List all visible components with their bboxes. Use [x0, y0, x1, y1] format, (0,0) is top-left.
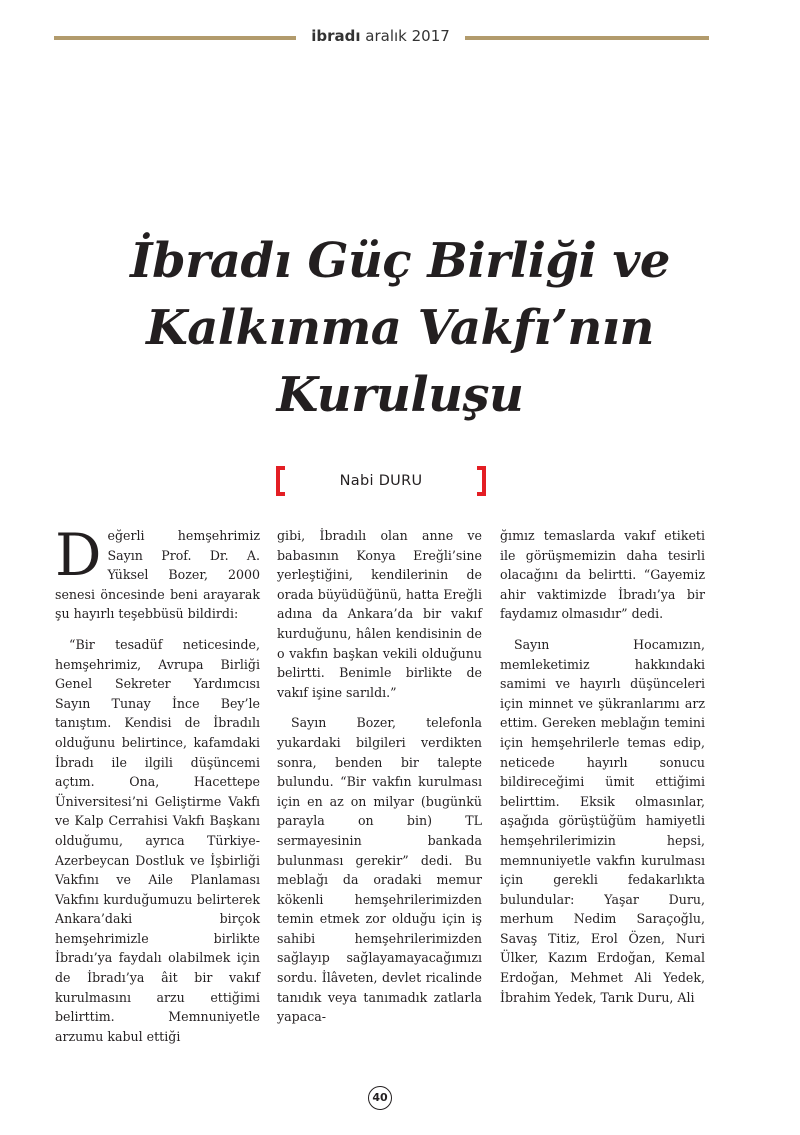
paragraph-text: eğerli hemşehrimiz Sayın Prof. Dr. A. Yüksel Bozer, 2000 senesi öncesinde beni arayarak şu hayırlı teşebbüsü bildirdi: [55, 528, 260, 622]
paragraph [55, 521, 260, 624]
text-column-3 [500, 526, 705, 1018]
bracket-right-icon [477, 466, 486, 496]
text-column-2 [277, 526, 482, 1038]
paragraph: “Bir tesadüf neticesinde, hemşehrimiz, Avrupa Birliği Genel Sekreter Yardımcısı Sayın Tunay İnce Bey’le tanıştım. Kendisi de İbradılı olduğunu belirtince, kafamdaki İbradı ile ilgili düşüncemi açtım. Ona, Hacettepe Üniversitesi’ni Geliştirme Vakfı ve Kalp Cerrahisi Vakfı Başkanı olduğumu, ayrıca Türkiye-Azerbeycan Dostluk ve İşbirliği Vakfını ve Aile Planlaması Vakfını kurduğumuzu belirterek Ankara’daki birçok hemşehrimizle birlikte İbradı’ya faydalı olabilmek için de İbradı’ya âit bir vakıf kurulmasını arzu ettiğimi belirttim. Memnuniyetle arzumu kabul ettiği [55, 636, 260, 1044]
paragraph: gibi, İbradılı olan anne ve babasının Konya Ereğli’sine yerleştiğini, kendilerinin de orada büyüdüğünü, hatta Ereğli adına da Ankara’da bir vakıf kurduğunu, hâlen kendisinin de o vakfın başkan vekili olduğunu belirtti. Benimle birlikte de vakıf işine sarıldı.” [277, 528, 482, 700]
header-rule-left [54, 36, 296, 40]
byline [276, 466, 486, 498]
header-rule-right [465, 36, 709, 40]
author-name: Nabi DURU [339, 473, 423, 489]
running-head [0, 24, 800, 54]
paragraph: ğımız temaslarda vakıf etiketi ile görüşmemizin daha tesirli olacağını da belirtti. “Gayemiz ahir vaktimizde İbradı’ya bir faydamız olmasıdır” dedi. [500, 528, 705, 622]
magazine-name: ibradı [311, 27, 361, 45]
text-column-1 [55, 521, 260, 1057]
issue-date: aralık 2017 [365, 27, 450, 45]
paragraph: Sayın Hocamızın, memleketimiz hakkındaki samimi ve hayırlı düşünceleri için minnet ve şükranlarımı arz ettim. Gereken meblağın temini için hemşehrilerle temas edip, neticede hayırlı sonucu bildireceğimi ümit ettiğimi belirttim. Eksik olmasınlar, aşağıda görüştüğüm hamiyetli hemşehrilerimizin hepsi, memnuniyetle vakfın kurulması için gerekli fedakarlıkta bulundular: Yaşar Duru, merhum Nedim Saraçoğlu, Savaş Titiz, Erol Özen, Nuri Ülker, Kazım Erdoğan, Kemal Erdoğan, Mehmet Ali Yedek, İbrahim Yedek, Tarık Duru, Ali [500, 636, 705, 1005]
page-number: 40 [368, 1086, 392, 1110]
title-line-2: Kalkınma Vakfı’nın [146, 300, 654, 356]
paragraph: Sayın Bozer, telefonla yukardaki bilgileri verdikten sonra, benden bir talepte bulundu. “Bir vakfın kurulması için en az on milyar (bugünkü parayla on bin) TL sermayesinin bankada bulunması gerekir” dedi. Bu meblağı da oradaki memur kökenli hemşehrilerimizden temin etmek zor olduğu için iş sahibi hemşehrilerimizden sağlayıp sağlayamayacağımızı sordu. İlâveten, devlet ricalinde tanıdık veya tanımadık zatlarla yapaca- [277, 715, 482, 1025]
drop-cap: D [55, 521, 102, 589]
title-line-3: Kuruluşu [276, 367, 524, 423]
article-title [40, 228, 760, 429]
title-line-1: İbradı Güç Birliği ve [130, 233, 670, 289]
header-text [296, 24, 465, 48]
